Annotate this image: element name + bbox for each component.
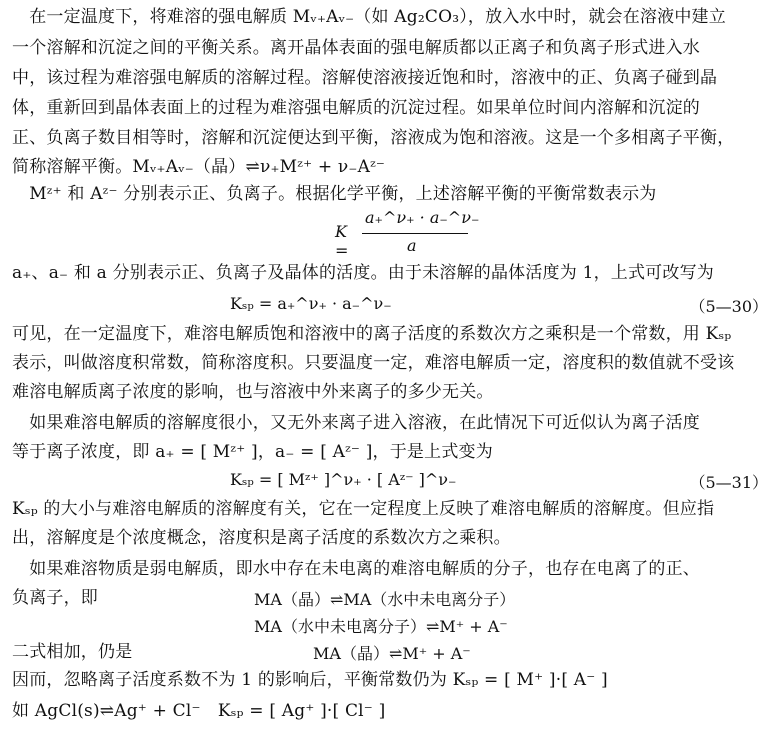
k-lhs: K =	[335, 222, 349, 260]
paragraph-line: Kₛₚ 的大小与难溶电解质的溶解度有关，它在一定程度上反映了难溶电解质的溶解度。但应指	[12, 499, 715, 519]
paragraph-line: 负离子，即	[12, 588, 98, 608]
equation-number-5-31: （5—31）	[689, 473, 768, 492]
paragraph-line: 可见，在一定温度下，难溶电解质饱和溶液中的离子活度的系数次方之乘积是一个常数，用 Kₛₚ	[12, 324, 732, 344]
paragraph-line: 出，溶解度是个浓度概念，溶度积是离子活度的系数次方之乘积。	[12, 528, 511, 548]
paragraph-line: 因而，忽略离子活度系数不为 1 的影响后，平衡常数仍为 Kₛₚ = [ M⁺ ]·[ A⁻ ]	[12, 670, 608, 690]
paragraph-line: 如果难溶电解质的溶解度很小，又无外来离子进入溶液，在此情况下可近似认为离子活度	[12, 413, 700, 433]
equation-ma-ionization: MA（水中未电离分子）⇌M⁺ + A⁻	[254, 617, 508, 636]
paragraph-line: a₊、a₋ 和 a 分别表示正、负离子及晶体的活度。由于未溶解的晶体活度为 1，上式可改写为	[12, 263, 714, 283]
paragraph-line: 如果难溶物质是弱电解质，即水中存在未电离的难溶电解质的分子，也存在电离了的正、	[12, 559, 700, 579]
paragraph-line: 等于离子浓度，即 a₊ = [ Mᶻ⁺ ]，a₋ = [ Aᶻ⁻ ]，于是上式变为	[12, 442, 493, 462]
paragraph-line: 表示，叫做溶度积常数，简称溶度积。只要温度一定，难溶电解质一定，溶度积的数值就不受该	[12, 353, 735, 373]
paragraph-line: 难溶电解质离子浓度的影响，也与溶液中外来离子的多少无关。	[12, 382, 494, 402]
equation-ma-sum: MA（晶）⇌M⁺ + A⁻	[313, 644, 471, 663]
paragraph-line: 简称溶解平衡。Mᵥ₊Aᵥ₋（晶）⇌ν₊Mᶻ⁺ + ν₋Aᶻ⁻	[12, 157, 386, 177]
paragraph-line: 二式相加，仍是	[12, 642, 133, 662]
paragraph-line: 如 AgCl(s)⇌Ag⁺ + Cl⁻ Kₛₚ = [ Ag⁺ ]·[ Cl⁻ ]	[12, 701, 386, 721]
fraction-bar	[362, 233, 468, 234]
paragraph-line: 体，重新回到晶体表面上的过程为难溶强电解质的沉淀过程。如果单位时间内溶解和沉淀的	[12, 98, 700, 118]
paragraph-line: 中，该过程为难溶强电解质的溶解过程。溶解使溶液接近饱和时，溶液中的正、负离子碰到晶	[12, 68, 718, 88]
paragraph-line: Mᶻ⁺ 和 Aᶻ⁻ 分别表示正、负离子。根据化学平衡，上述溶解平衡的平衡常数表示为	[12, 184, 657, 204]
paragraph-line: 在一定温度下，将难溶的强电解质 Mᵥ₊Aᵥ₋（如 Ag₂CO₃），放入水中时，就会在溶液中建立	[12, 7, 726, 27]
equation-5-31: Kₛₚ = [ Mᶻ⁺ ]^ν₊ · [ Aᶻ⁻ ]^ν₋	[230, 470, 457, 489]
k-denominator: a	[407, 236, 417, 255]
paragraph-line: 一个溶解和沉淀之间的平衡关系。离开晶体表面的强电解质都以正离子和负离子形式进入水	[12, 38, 700, 58]
k-numerator: a₊^ν₊ · a₋^ν₋	[365, 208, 480, 227]
equation-ma-dissolution: MA（晶）⇌MA（水中未电离分子）	[254, 590, 516, 609]
paragraph-line: 正、负离子数目相等时，溶解和沉淀便达到平衡，溶液成为饱和溶液。这是一个多相离子平衡，	[12, 128, 735, 148]
equation-number-5-30: （5—30）	[689, 297, 768, 316]
equation-5-30: Kₛₚ = a₊^ν₊ · a₋^ν₋	[230, 294, 392, 313]
